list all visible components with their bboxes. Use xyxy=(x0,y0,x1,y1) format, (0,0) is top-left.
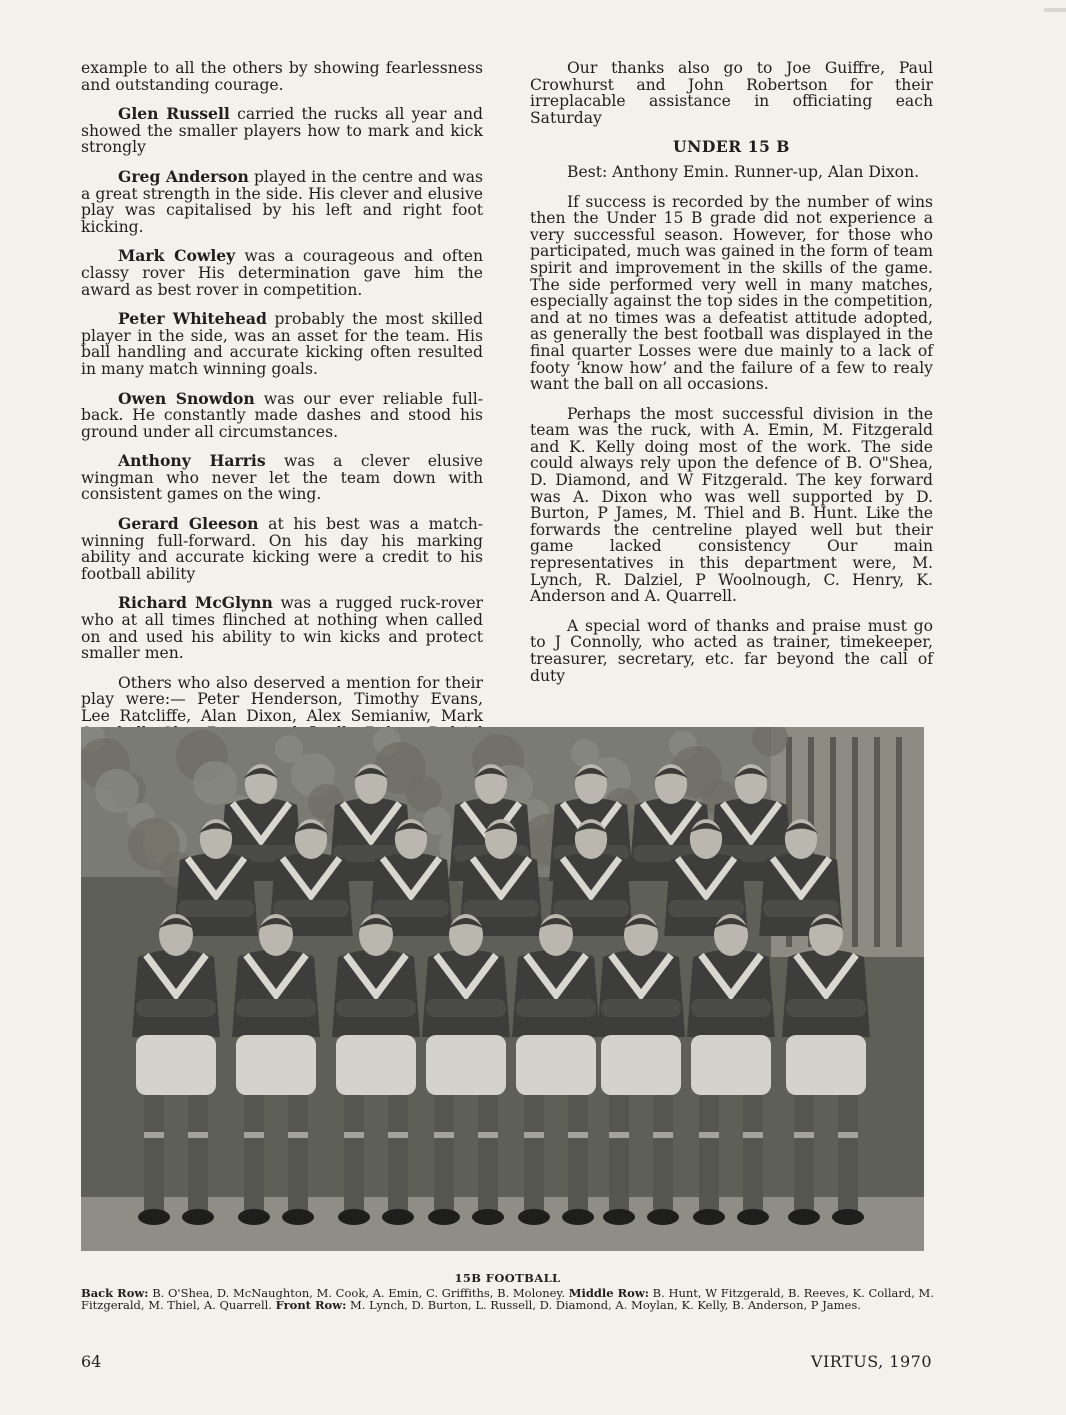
player-boot xyxy=(472,1209,504,1225)
paragraph-text: probably the most skilled player in the side, was an asset for the team. His ball handling and accurate kicking often resulted in many match winning goals. xyxy=(81,310,483,378)
player-shorts xyxy=(136,1035,216,1095)
caption-back-names: B. O'Shea, D. McNaughton, M. Cook, A. Emin, C. Griffiths, B. Moloney. xyxy=(148,1285,569,1300)
sock-band xyxy=(568,1132,588,1138)
player-sock xyxy=(653,1095,673,1215)
team-photo xyxy=(81,727,924,1251)
player-name: Mark Cowley xyxy=(118,246,236,266)
paragraph-text: example to all the others by showing fearlessness and outstanding courage. xyxy=(81,59,483,94)
scan-edge-mark xyxy=(1044,8,1066,12)
player-shorts xyxy=(786,1035,866,1095)
sock-band xyxy=(144,1132,164,1138)
body-paragraph xyxy=(81,595,483,661)
paragraph-text: carried the rucks all year and showed the smaller players how to mark and kick strongly xyxy=(81,105,483,157)
body-paragraph xyxy=(81,166,483,236)
player-sock xyxy=(244,1095,264,1215)
player-sock xyxy=(743,1095,763,1215)
foliage-blob xyxy=(571,739,599,767)
player-arms xyxy=(691,999,771,1017)
body-paragraph: If success is recorded by the number of wins then the Under 15 B grade did not experience a very successful season. However, for those who participated, much was gained in the form of team spirit and improvement in the skills of the game. The side performed very well in many matches, especially against the top sides in the competition, and at no times was a defeatist attitude adopted, as generally the best football was displayed in the final quarter Losses were due mainly to a lack of footy ‘know how’ and the failure of a few to realy want the ball on all occasions. xyxy=(530,192,933,394)
body-paragraph: Perhaps the most successful division in the team was the ruck, with A. Emin, M. Fitzgerald and K. Kelly doing most of the work. The side could always rely upon the defence of B. O"Shea, D. Diamond, and W Fitzgerald. The key forward was A. Dixon who was well supported by D. Burton, P James, M. Thiel and B. Hunt. Like the forwards the centreline played well but their game lacked consistency Our main representatives in this department were, M. Lynch, R. Dalziel, P Woolnough, C. Henry, K. Anderson and A. Quarrell. xyxy=(530,404,933,606)
player-boot xyxy=(737,1209,769,1225)
left-column xyxy=(81,60,483,771)
foliage-blob xyxy=(423,807,451,835)
body-paragraph xyxy=(81,311,483,377)
team-photo-image xyxy=(81,727,924,1251)
player-name: Anthony Harris xyxy=(118,451,266,471)
player-boot xyxy=(382,1209,414,1225)
page-number: 64 xyxy=(81,1352,102,1371)
player-name: Glen Russell xyxy=(118,104,230,124)
sock-band xyxy=(244,1132,264,1138)
sock-band xyxy=(188,1132,208,1138)
foliage-blob xyxy=(275,735,303,763)
player-arms xyxy=(553,900,629,917)
player-sock xyxy=(568,1095,588,1215)
foliage-blob xyxy=(128,818,180,870)
sock-band xyxy=(388,1132,408,1138)
paragraph-text: Others who also deserved a mention for their play were:— Peter Henderson, Timothy Evans, Lee Ratcliffe, Alan Dixon, Alex Semianiw, Mark xyxy=(81,673,483,725)
thanks-paragraph: Our thanks also go to Joe Guiffre, Paul Crowhurst and John Robertson for their irreplacable assistance in officiating each Saturday xyxy=(530,59,933,127)
paragraph-text: played in the centre and was a great strength in the side. His clever and elusive play was capitalised by his left and right foot kicking. xyxy=(81,167,483,236)
player-sock xyxy=(838,1095,858,1215)
player-name: Peter Whitehead xyxy=(118,309,267,329)
sock-band xyxy=(838,1132,858,1138)
player-boot xyxy=(562,1209,594,1225)
caption-front-names: M. Lynch, D. Burton, L. Russell, D. Diamond, A. Moylan, K. Kelly, B. Anderson, P James. xyxy=(346,1298,861,1313)
player-sock xyxy=(794,1095,814,1215)
player-shorts xyxy=(516,1035,596,1095)
sock-band xyxy=(434,1132,454,1138)
player-sock xyxy=(188,1095,208,1215)
photo-caption xyxy=(81,1272,934,1312)
sock-band xyxy=(478,1132,498,1138)
player-shorts xyxy=(426,1035,506,1095)
player-boot xyxy=(428,1209,460,1225)
player-sock xyxy=(288,1095,308,1215)
right-column xyxy=(530,60,933,697)
building-column xyxy=(896,737,902,947)
player-shorts xyxy=(691,1035,771,1095)
player-arms xyxy=(236,999,316,1017)
player-sock xyxy=(434,1095,454,1215)
sock-band xyxy=(699,1132,719,1138)
player-arms xyxy=(516,999,596,1017)
body-paragraph xyxy=(81,60,483,93)
player-sock xyxy=(699,1095,719,1215)
paragraph-text: was a courageous and often classy rover His determination gave him the award as best rover in competition. xyxy=(81,247,483,299)
player-boot xyxy=(138,1209,170,1225)
player-boot xyxy=(647,1209,679,1225)
body-paragraph xyxy=(81,516,483,582)
paragraph-text: at his best was a match-winning full-forward. On his day his marking ability and accurate kicking were a credit to his football ability xyxy=(81,515,484,583)
player-name: Greg Anderson xyxy=(118,166,249,186)
player-name: Owen Snowdon xyxy=(118,388,255,408)
player-arms xyxy=(273,900,349,917)
player-shorts xyxy=(336,1035,416,1095)
player-shorts xyxy=(601,1035,681,1095)
building-column xyxy=(874,737,880,947)
sock-band xyxy=(794,1132,814,1138)
caption-middle-names: B. Hunt, W Fitzgerald, B. Reeves, K. Collard, M. Fitzgerald, M. Thiel, A. Quarrell. xyxy=(81,1285,934,1313)
caption-names xyxy=(81,1287,934,1312)
player-sock xyxy=(524,1095,544,1215)
body-paragraph xyxy=(81,388,483,441)
section-heading: UNDER 15 B xyxy=(673,137,790,157)
player-boot xyxy=(238,1209,270,1225)
sock-band xyxy=(609,1132,629,1138)
player-arms xyxy=(426,999,506,1017)
body-paragraph xyxy=(81,248,483,298)
player-arms xyxy=(178,900,254,917)
player-arms xyxy=(336,999,416,1017)
player-sock xyxy=(344,1095,364,1215)
player-boot xyxy=(282,1209,314,1225)
building-column xyxy=(852,737,858,947)
player-arms xyxy=(786,999,866,1017)
sock-band xyxy=(743,1132,763,1138)
paragraph-text: was our ever reliable full-back. He constantly made dashes and stood his ground under all circumstances. xyxy=(81,389,483,441)
publication-title: VIRTUS, 1970 xyxy=(810,1352,932,1371)
caption-middle-label: Middle Row: xyxy=(568,1285,649,1300)
player-boot xyxy=(788,1209,820,1225)
caption-title: 15B FOOTBALL xyxy=(454,1271,561,1285)
player-arms xyxy=(463,900,539,917)
player-boot xyxy=(832,1209,864,1225)
sock-band xyxy=(653,1132,673,1138)
player-name: Gerard Gleeson xyxy=(118,514,259,534)
player-boot xyxy=(338,1209,370,1225)
foliage-blob xyxy=(193,761,237,805)
foliage-blob xyxy=(95,769,139,813)
caption-front-label: Front Row: xyxy=(275,1298,347,1313)
body-paragraph xyxy=(81,453,483,503)
best-award-line: Best: Anthony Emin. Runner-up, Alan Dixon. xyxy=(567,162,920,181)
sock-band xyxy=(344,1132,364,1138)
player-boot xyxy=(518,1209,550,1225)
player-boot xyxy=(182,1209,214,1225)
player-sock xyxy=(478,1095,498,1215)
paragraph-text: was a clever elusive wingman who never let the team down with consistent games on the wing. xyxy=(81,452,483,504)
player-shorts xyxy=(236,1035,316,1095)
player-boot xyxy=(603,1209,635,1225)
player-arms xyxy=(373,900,449,917)
sock-band xyxy=(524,1132,544,1138)
player-arms xyxy=(136,999,216,1017)
player-boot xyxy=(693,1209,725,1225)
sock-band xyxy=(288,1132,308,1138)
player-arms xyxy=(601,999,681,1017)
player-name: Richard McGlynn xyxy=(118,593,273,613)
body-paragraph xyxy=(81,106,483,156)
player-sock xyxy=(609,1095,629,1215)
player-sock xyxy=(388,1095,408,1215)
caption-back-label: Back Row: xyxy=(81,1285,149,1300)
player-sock xyxy=(144,1095,164,1215)
body-paragraph: A special word of thanks and praise must go to J Connolly, who acted as trainer, timekeeper, treasurer, secretary, etc. far beyond the call of duty xyxy=(530,616,933,685)
paragraph-text: was a rugged ruck-rover who at all times flinched at nothing when called on and used his ability to win kicks and protect smaller men. xyxy=(81,594,483,663)
